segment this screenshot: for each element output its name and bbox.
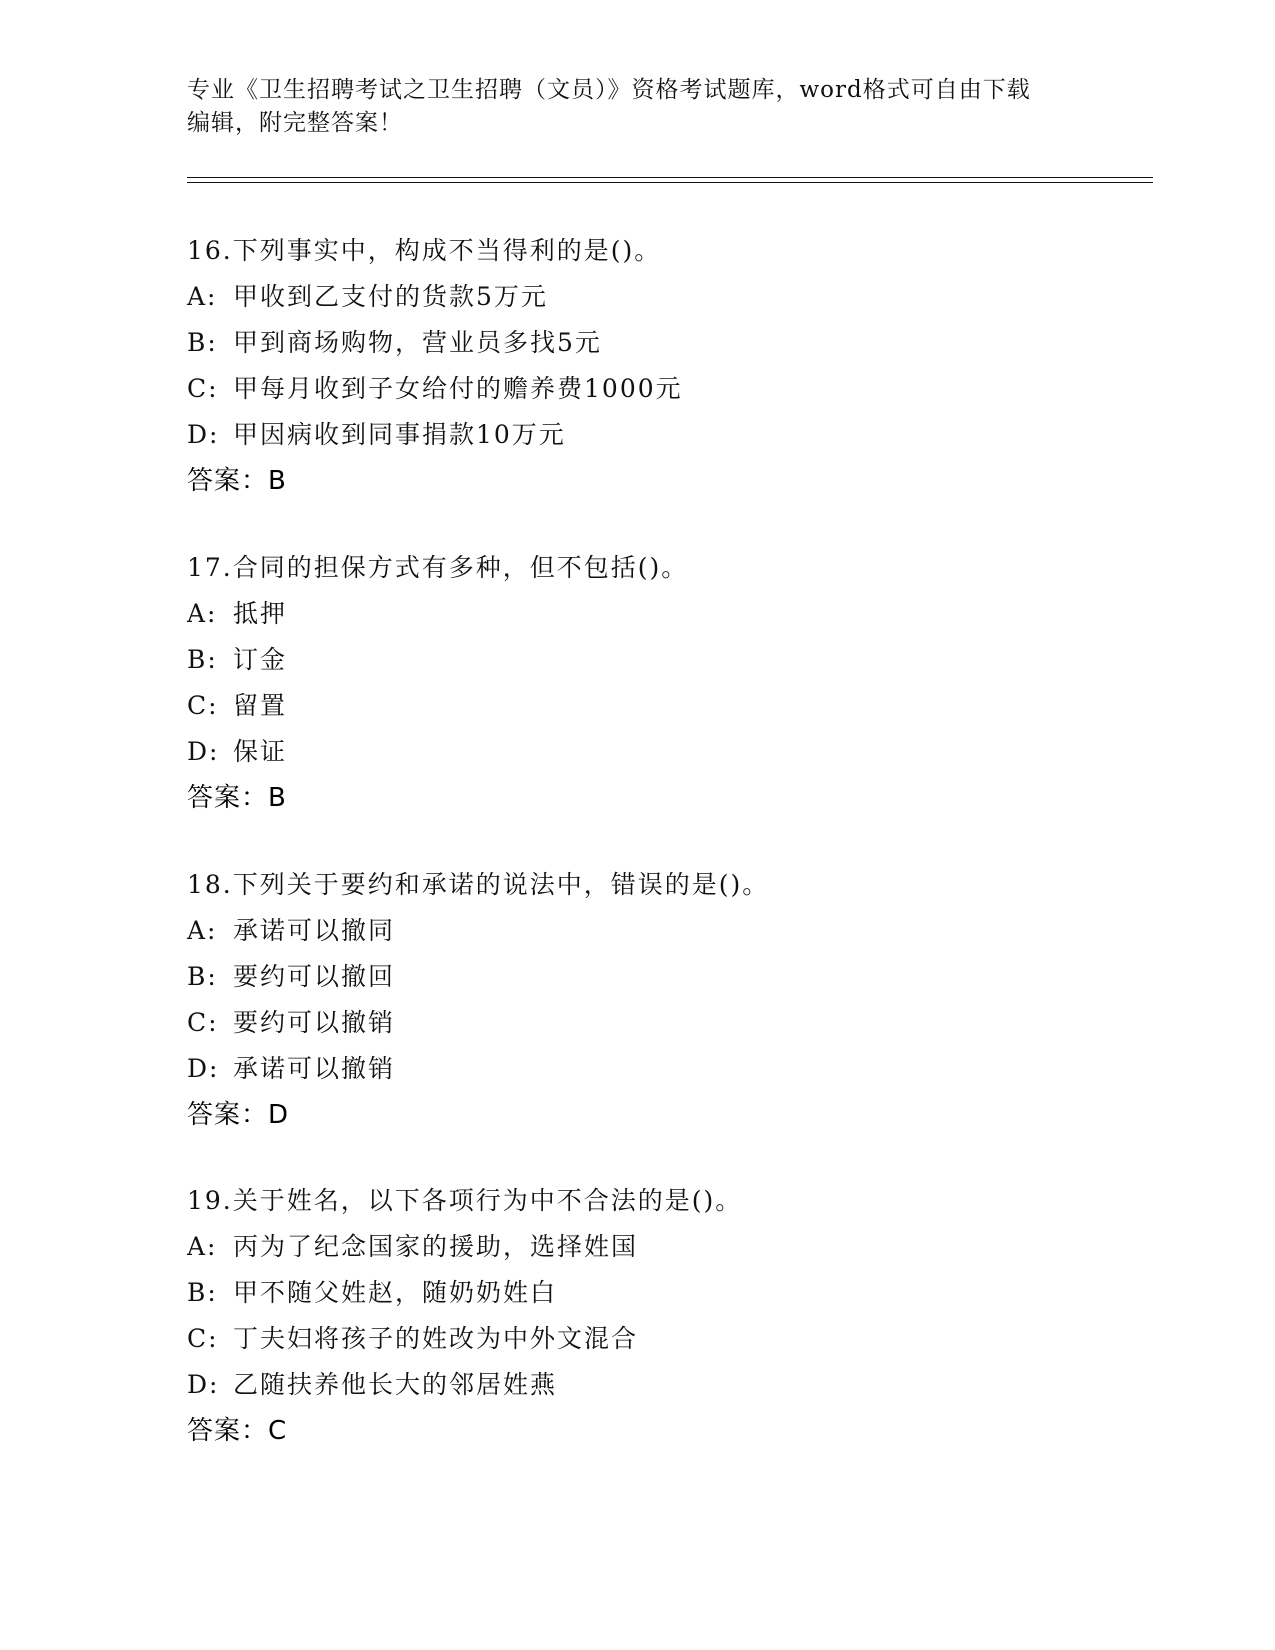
option-a	[187, 591, 1137, 637]
option-letter: A:	[187, 599, 218, 628]
option-a	[187, 908, 1137, 954]
option-text: 承诺可以撤同	[233, 916, 396, 945]
header-divider-bottom	[187, 182, 1153, 183]
option-text: 丁夫妇将孩子的姓改为中外文混合	[233, 1324, 639, 1353]
option-letter: C:	[187, 691, 219, 720]
question-19	[187, 1178, 1137, 1454]
question-18	[187, 862, 1137, 1138]
option-letter: B:	[187, 962, 218, 991]
option-d	[187, 1362, 1137, 1408]
header-line-2: 编辑，附完整答案！	[187, 110, 403, 136]
option-d	[187, 412, 1137, 458]
option-b	[187, 1270, 1137, 1316]
option-text: 甲不随父姓赵，随奶奶姓白	[233, 1278, 558, 1307]
option-letter: B:	[187, 328, 218, 357]
option-letter: D:	[187, 737, 220, 766]
option-c	[187, 683, 1137, 729]
option-letter: D:	[187, 420, 220, 449]
option-letter: D:	[187, 1370, 220, 1399]
option-text: 要约可以撤销	[233, 1008, 396, 1037]
option-d	[187, 729, 1137, 775]
option-b	[187, 320, 1137, 366]
option-text: 保证	[233, 737, 288, 766]
option-c	[187, 1316, 1137, 1362]
option-letter: C:	[187, 1008, 219, 1037]
option-b	[187, 954, 1137, 1000]
header-divider-top	[187, 177, 1153, 178]
option-text: 甲每月收到子女给付的赡养费1000元	[233, 374, 683, 403]
option-text: 乙随扶养他长大的邻居姓燕	[233, 1370, 558, 1399]
question-stem: 16.下列事实中，构成不当得利的是()。	[187, 236, 662, 265]
option-letter: A:	[187, 916, 218, 945]
option-text: 订金	[233, 645, 288, 674]
option-b	[187, 637, 1137, 683]
option-c	[187, 1000, 1137, 1046]
header-line-1: 专业《卫生招聘考试之卫生招聘（文员）》资格考试题库，word格式可自由下载	[187, 77, 1031, 103]
option-letter: C:	[187, 374, 219, 403]
option-text: 丙为了纪念国家的援助，选择姓国	[233, 1232, 639, 1261]
option-text: 甲到商场购物，营业员多找5元	[233, 328, 602, 357]
option-letter: B:	[187, 645, 218, 674]
option-letter: D:	[187, 1054, 220, 1083]
answer: 答案：B	[187, 783, 287, 813]
option-a	[187, 274, 1137, 320]
answer: 答案：B	[187, 466, 287, 496]
answer: 答案：D	[187, 1100, 290, 1130]
question-16	[187, 228, 1137, 504]
option-c	[187, 366, 1137, 412]
option-text: 甲收到乙支付的货款5万元	[233, 282, 548, 311]
question-17	[187, 545, 1137, 821]
option-text: 留置	[233, 691, 288, 720]
answer: 答案：C	[187, 1416, 288, 1446]
option-letter: A:	[187, 282, 218, 311]
document-header	[187, 74, 1067, 140]
option-letter: C:	[187, 1324, 219, 1353]
question-stem: 17.合同的担保方式有多种，但不包括()。	[187, 553, 689, 582]
option-a	[187, 1224, 1137, 1270]
option-text: 甲因病收到同事捐款10万元	[233, 420, 566, 449]
option-letter: B:	[187, 1278, 218, 1307]
question-stem: 19.关于姓名，以下各项行为中不合法的是()。	[187, 1186, 743, 1215]
option-letter: A:	[187, 1232, 218, 1261]
option-text: 承诺可以撤销	[233, 1054, 396, 1083]
option-d	[187, 1046, 1137, 1092]
option-text: 抵押	[233, 599, 288, 628]
question-stem: 18.下列关于要约和承诺的说法中，错误的是()。	[187, 870, 770, 899]
option-text: 要约可以撤回	[233, 962, 396, 991]
